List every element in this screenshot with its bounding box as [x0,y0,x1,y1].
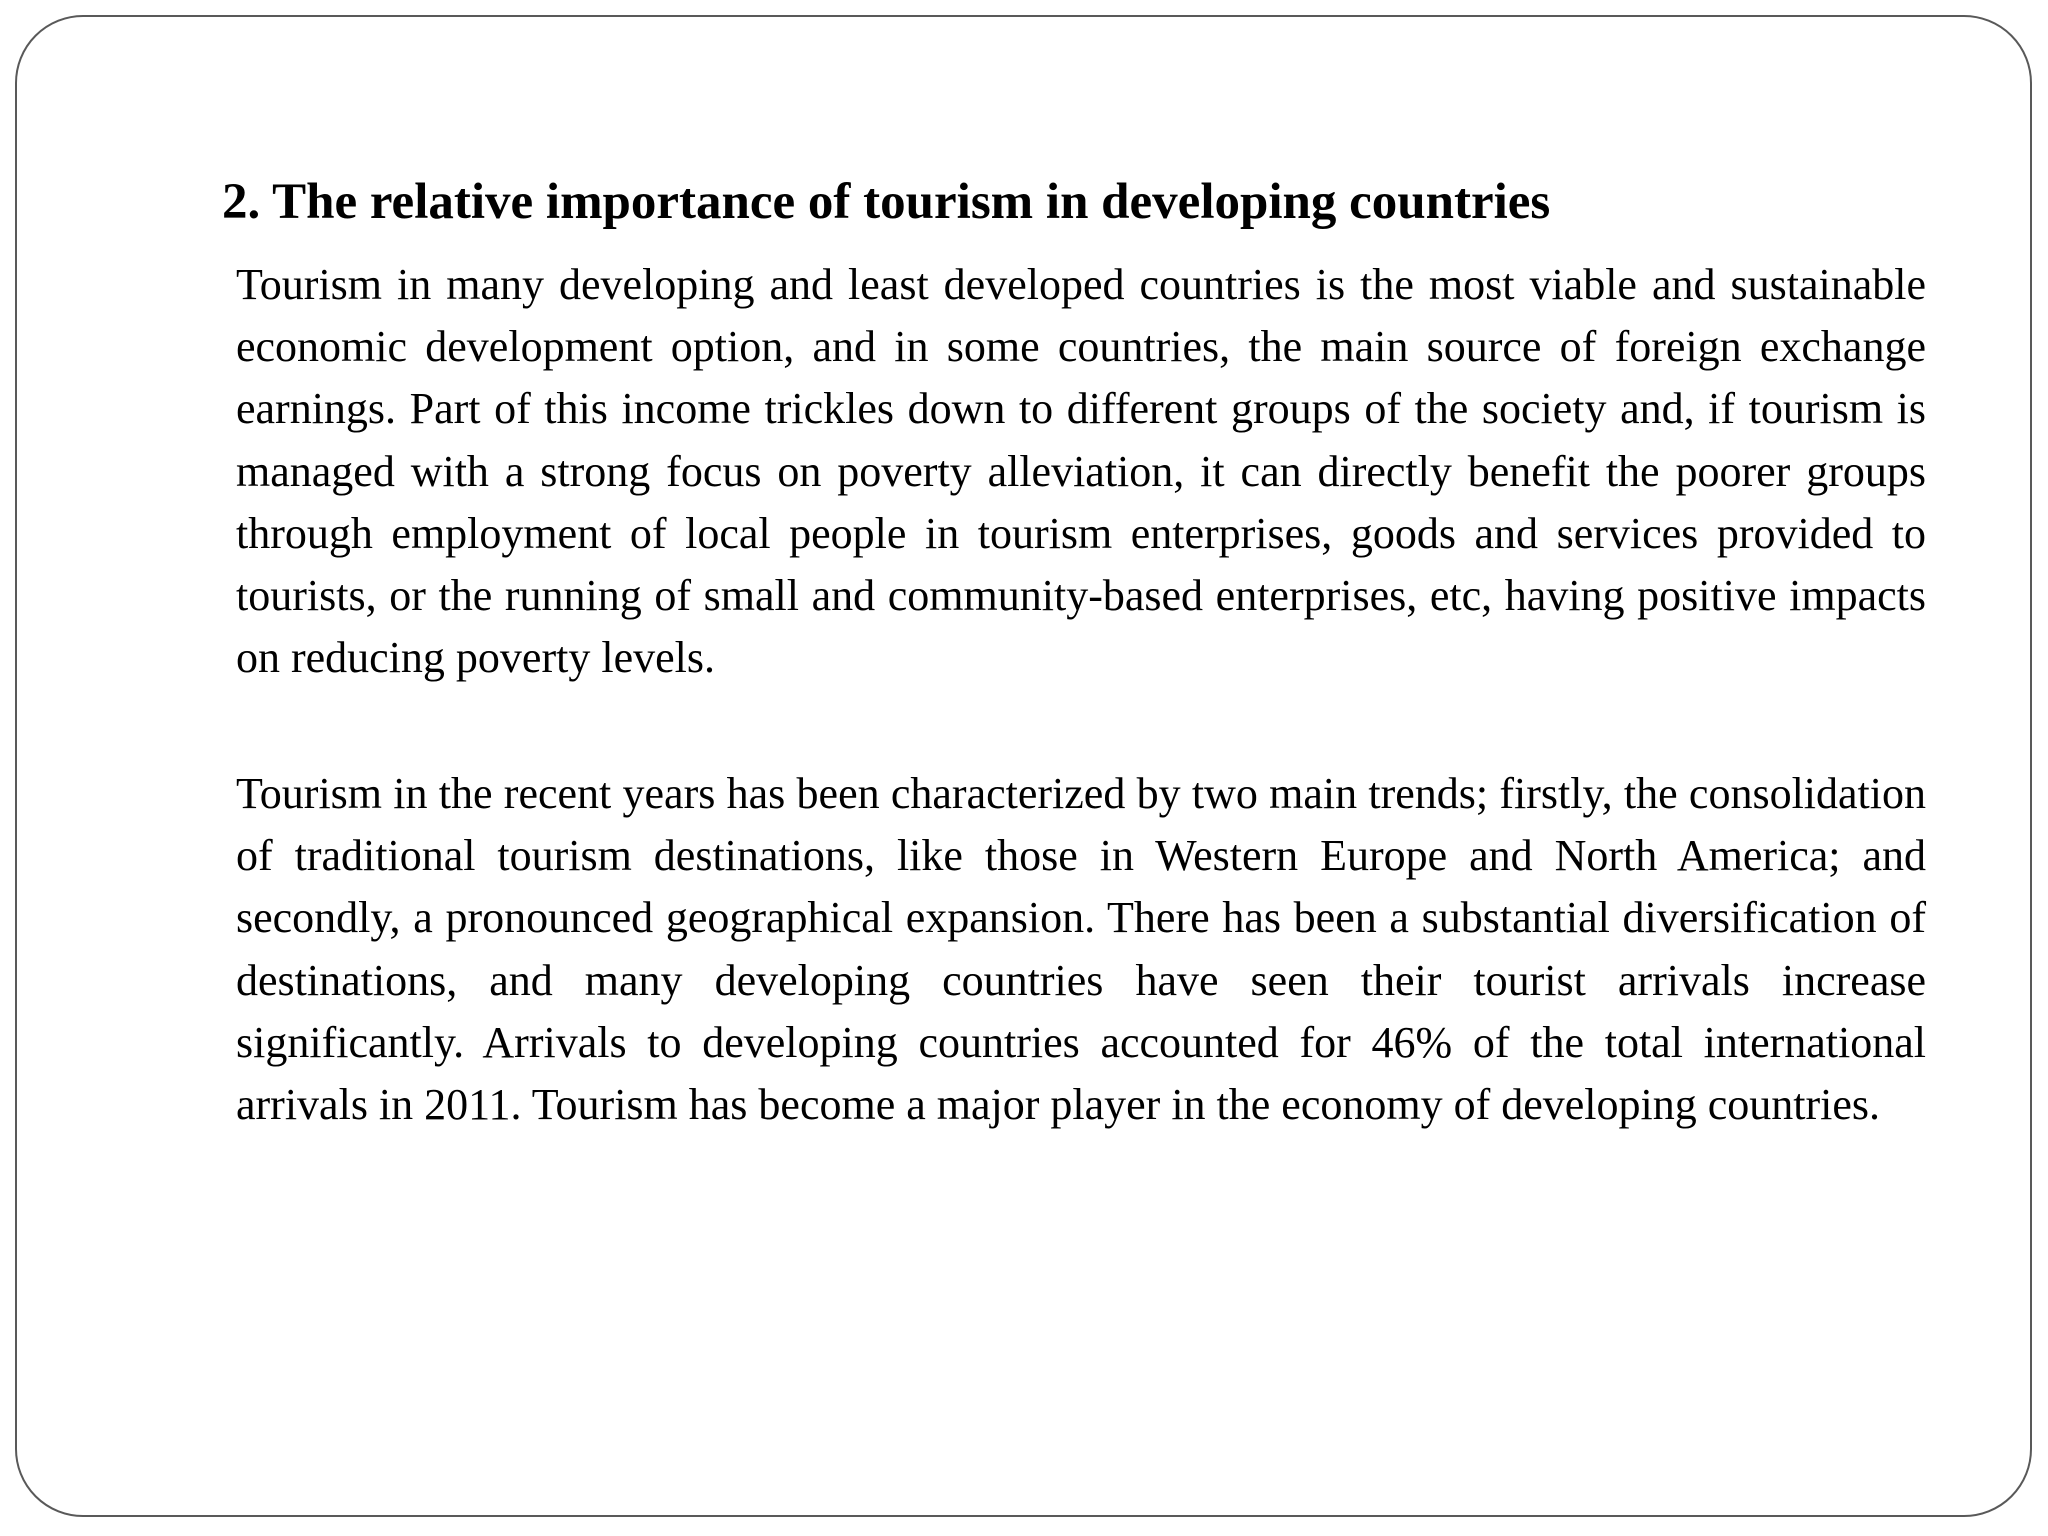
paragraph-tourism-importance: Tourism in many developing and least developed countries is the most viable and sustainable economic development option, and in some countries, the main source of foreign exchange earnings. Part of this income trickles down to different groups of the society and, if tourism is managed with a strong focus on poverty alleviation, it can directly benefit the poorer groups through employment of local people in tourism enterprises, goods and services provided to tourists, or the running of small and community-based enterprises, etc, having positive impacts on reducing poverty levels. [236,260,1926,683]
slide-heading: 2. The relative importance of tourism in developing countries [222,174,1551,230]
paragraph-tourism-trends: Tourism in the recent years has been characterized by two main trends; firstly, the consolidation of traditional tourism destinations, like those in Western Europe and North America; and secondly, a pronounced geographical expansion. There has been a substantial diversification of destinations, and many developing countries have seen their tourist arrivals increase significantly. Arrivals to developing countries accounted for 46% of the total international arrivals in 2011. Tourism has become a major player in the economy of developing countries. [236,769,1926,1130]
